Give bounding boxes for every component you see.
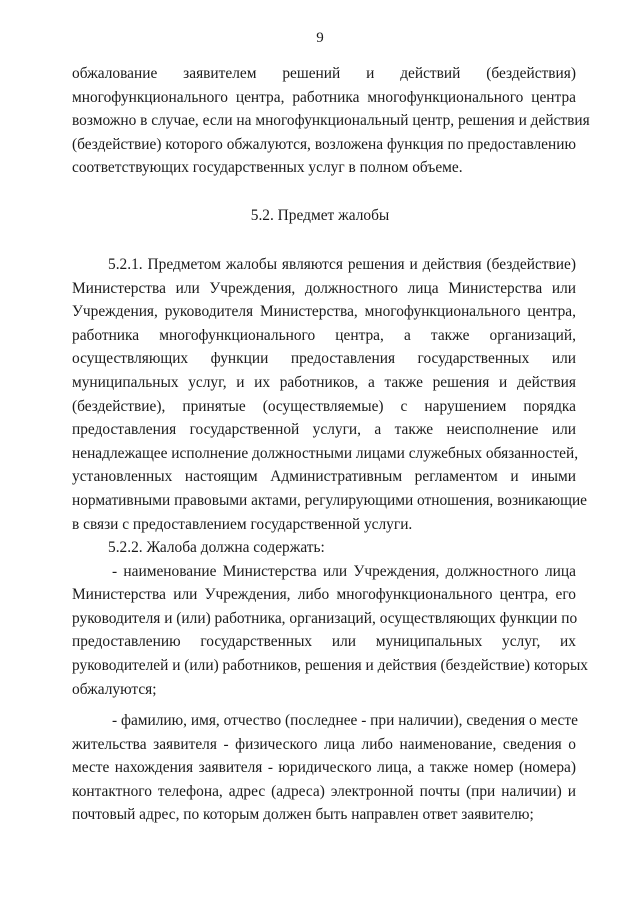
text-line: (бездействие) которого обжалуются, возложена функция по предоставлению [72, 135, 576, 153]
text-line: Министерства или Учреждения, должностного лица Министерства или [72, 279, 576, 297]
page-number: 9 [316, 30, 324, 46]
text-line: - наименование Министерства или Учреждения, должностного лица [112, 562, 576, 580]
section-heading: 5.2. Предмет жалобы [250, 207, 390, 224]
paragraph-5-2-2 [72, 536, 588, 701]
text-line: соответствующих государственных услуг в полном объеме. [72, 159, 463, 177]
text-line: руководителя и (или) работника, организаций, осуществляющих функции по [72, 609, 578, 627]
text-line: контактного телефона, адрес (адреса) электронной почты (при наличии) и [72, 782, 576, 800]
text-line: жительства заявителя - физического лица либо наименование, сведения о [72, 735, 576, 753]
text-line: предоставления государственной услуги, а также неисполнение или [72, 421, 576, 439]
text-line: ненадлежащее исполнение должностными лицами служебных обязанностей, [72, 444, 579, 462]
text-line: (бездействие), принятые (осуществляемые) с нарушением порядка [72, 397, 576, 415]
paragraph-5-2-1 [72, 253, 588, 536]
text-line: осуществляющих функции предоставления государственных или [72, 350, 576, 368]
text-line: работника многофункционального центра, а также организаций, [72, 326, 576, 344]
text-line: предоставлению государственных или муниципальных услуг, их [72, 633, 576, 651]
text-line: Министерства или Учреждения, либо многофункционального центра, его [72, 586, 576, 604]
text-line: - фамилию, имя, отчество (последнее - при наличии), сведения о месте [112, 712, 578, 729]
text-line: обжалование заявителем решений и действий (бездействия) [72, 65, 576, 82]
text-line: Учреждения, руководителя Министерства, многофункционального центра, [72, 303, 576, 321]
text-line: руководителей и (или) работников, решения и действия (бездействие) которых [72, 656, 588, 674]
top-paragraph [72, 62, 590, 180]
text-line: муниципальных услуг, и их работников, а также решения и действия [72, 373, 576, 391]
text-line: многофункционального центра, работника многофункционального центра [72, 88, 576, 106]
bullet-2 [72, 709, 576, 827]
text-line: возможно в случае, если на многофункциональный центр, решения и действия [72, 112, 590, 130]
text-line: месте нахождения заявителя - юридического лица, а также номер (номера) [72, 759, 576, 777]
text-line: 5.2.2. Жалоба должна содержать: [108, 539, 325, 556]
text-line: почтовый адрес, по которым должен быть направлен ответ заявителю; [72, 806, 534, 824]
text-line: нормативными правовыми актами, регулирующими отношения, возникающие [72, 491, 588, 509]
text-line: установленных настоящим Административным регламентом и иными [72, 468, 576, 486]
text-line: обжалуются; [72, 680, 157, 698]
text-line: 5.2.1. Предметом жалобы являются решения и действия (бездействие) [108, 256, 576, 273]
text-line: в связи с предоставлением государственной услуги. [72, 515, 413, 533]
